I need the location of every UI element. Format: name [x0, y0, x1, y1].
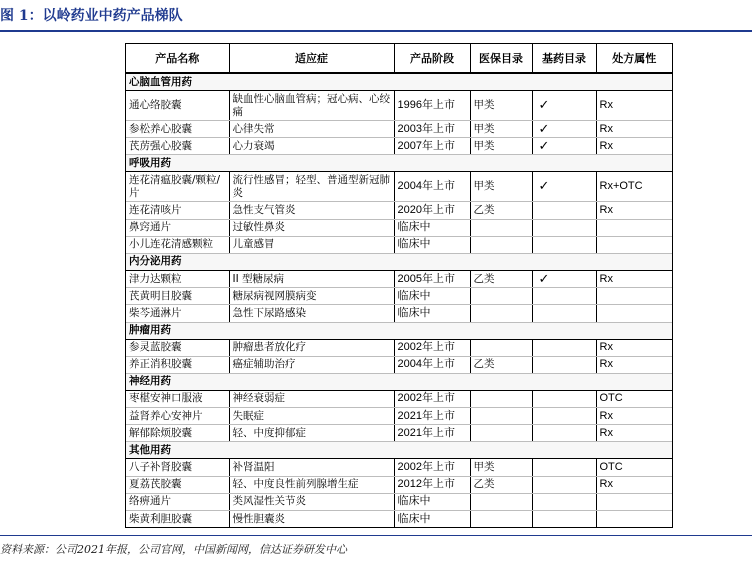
product-name-cell: 柴黄利胆胶囊 [126, 511, 229, 528]
header-cell: 处方属性 [596, 44, 672, 73]
source-note: 资料来源：公司2021年报，公司官网，中国新闻网，信达证券研发中心 [0, 543, 347, 556]
rx-cell: Rx [596, 270, 672, 287]
rx-cell [596, 305, 672, 322]
essential-cell: ✓ [532, 270, 596, 287]
stage-cell: 2012年上市 [394, 476, 470, 493]
indication-cell: II 型糖尿病 [229, 270, 394, 287]
essential-cell [532, 219, 596, 236]
insurance-cell [470, 288, 532, 305]
essential-cell: ✓ [532, 172, 596, 202]
table-row [126, 288, 672, 305]
table-row [126, 270, 672, 287]
indication-cell: 心力衰竭 [229, 138, 394, 155]
insurance-cell [470, 425, 532, 442]
category-row [126, 253, 672, 270]
insurance-cell [470, 339, 532, 356]
insurance-cell: 乙类 [470, 270, 532, 287]
indication-cell: 儿童感冒 [229, 236, 394, 253]
insurance-cell [470, 305, 532, 322]
stage-cell: 2004年上市 [394, 356, 470, 373]
indication-cell: 流行性感冒；轻型、普通型新冠肺炎 [229, 172, 394, 202]
table-body [126, 73, 672, 528]
essential-cell [532, 408, 596, 425]
category-label: 内分泌用药 [126, 253, 672, 270]
rx-cell [596, 219, 672, 236]
stage-cell: 临床中 [394, 288, 470, 305]
rx-cell: Rx [596, 339, 672, 356]
stage-cell: 2021年上市 [394, 408, 470, 425]
footer-rule [0, 535, 752, 536]
category-label: 其他用药 [126, 442, 672, 459]
stage-cell: 临床中 [394, 493, 470, 510]
indication-cell: 缺血性心脑血管病；冠心病、心绞痛 [229, 91, 394, 121]
product-name-cell: 解郁除烦胶囊 [126, 425, 229, 442]
header-cell: 产品阶段 [394, 44, 470, 73]
stage-cell: 2002年上市 [394, 459, 470, 476]
product-name-cell: 连花清瘟胶囊/颗粒/片 [126, 172, 229, 202]
stage-cell: 2020年上市 [394, 202, 470, 219]
category-row [126, 442, 672, 459]
stage-cell: 临床中 [394, 219, 470, 236]
essential-cell [532, 476, 596, 493]
stage-cell: 2003年上市 [394, 121, 470, 138]
stage-cell: 临床中 [394, 511, 470, 528]
table-row [126, 459, 672, 476]
table-row [126, 390, 672, 407]
insurance-cell: 甲类 [470, 121, 532, 138]
table-header-row [126, 44, 672, 73]
table-row [126, 476, 672, 493]
product-name-cell: 益肾养心安神片 [126, 408, 229, 425]
table-row [126, 425, 672, 442]
essential-cell: ✓ [532, 138, 596, 155]
product-name-cell: 通心络胶囊 [126, 91, 229, 121]
product-name-cell: 连花清咳片 [126, 202, 229, 219]
title-rule [0, 30, 752, 32]
essential-cell: ✓ [532, 91, 596, 121]
category-row [126, 322, 672, 339]
stage-cell: 临床中 [394, 236, 470, 253]
table-row [126, 172, 672, 202]
category-row [126, 73, 672, 91]
table-row [126, 511, 672, 528]
product-table [126, 44, 672, 528]
rx-cell: Rx [596, 356, 672, 373]
product-name-cell: 八子补肾胶囊 [126, 459, 229, 476]
rx-cell: Rx [596, 138, 672, 155]
stage-cell: 2005年上市 [394, 270, 470, 287]
essential-cell: ✓ [532, 121, 596, 138]
table-row [126, 121, 672, 138]
figure-title: 图 1：以岭药业中药产品梯队 [0, 8, 183, 24]
essential-cell [532, 356, 596, 373]
header-cell: 适应症 [229, 44, 394, 73]
product-name-cell: 养正消积胶囊 [126, 356, 229, 373]
rx-cell: Rx [596, 91, 672, 121]
category-label: 神经用药 [126, 373, 672, 390]
rx-cell: Rx [596, 425, 672, 442]
rx-cell [596, 493, 672, 510]
table-row [126, 408, 672, 425]
stage-cell: 2004年上市 [394, 172, 470, 202]
category-label: 呼吸用药 [126, 155, 672, 172]
rx-cell: Rx [596, 121, 672, 138]
indication-cell: 急性支气管炎 [229, 202, 394, 219]
insurance-cell: 乙类 [470, 476, 532, 493]
table-row [126, 91, 672, 121]
table-row [126, 236, 672, 253]
product-table-frame [125, 43, 673, 528]
category-label: 心脑血管用药 [126, 73, 672, 91]
insurance-cell: 甲类 [470, 138, 532, 155]
product-name-cell: 参松养心胶囊 [126, 121, 229, 138]
indication-cell: 心律失常 [229, 121, 394, 138]
indication-cell: 肿瘤患者放化疗 [229, 339, 394, 356]
product-name-cell: 络痹通片 [126, 493, 229, 510]
rx-cell: Rx+OTC [596, 172, 672, 202]
stage-cell: 2007年上市 [394, 138, 470, 155]
essential-cell [532, 202, 596, 219]
category-row [126, 155, 672, 172]
table-row [126, 339, 672, 356]
essential-cell [532, 288, 596, 305]
rx-cell: OTC [596, 459, 672, 476]
insurance-cell [470, 408, 532, 425]
essential-cell [532, 459, 596, 476]
product-name-cell: 柴芩通淋片 [126, 305, 229, 322]
product-name-cell: 参灵蓝胶囊 [126, 339, 229, 356]
stage-cell: 1996年上市 [394, 91, 470, 121]
table-row [126, 138, 672, 155]
indication-cell: 神经衰弱症 [229, 390, 394, 407]
indication-cell: 急性下尿路感染 [229, 305, 394, 322]
insurance-cell: 乙类 [470, 202, 532, 219]
indication-cell: 补肾温阳 [229, 459, 394, 476]
indication-cell: 慢性胆囊炎 [229, 511, 394, 528]
insurance-cell [470, 390, 532, 407]
table-row [126, 202, 672, 219]
essential-cell [532, 511, 596, 528]
indication-cell: 失眠症 [229, 408, 394, 425]
category-row [126, 373, 672, 390]
insurance-cell [470, 493, 532, 510]
insurance-cell [470, 236, 532, 253]
product-name-cell: 小儿连花清感颗粒 [126, 236, 229, 253]
indication-cell: 轻、中度抑郁症 [229, 425, 394, 442]
stage-cell: 2002年上市 [394, 390, 470, 407]
rx-cell: Rx [596, 408, 672, 425]
stage-cell: 2002年上市 [394, 339, 470, 356]
product-name-cell: 枣椹安神口服液 [126, 390, 229, 407]
indication-cell: 类风湿性关节炎 [229, 493, 394, 510]
essential-cell [532, 305, 596, 322]
insurance-cell: 甲类 [470, 91, 532, 121]
insurance-cell [470, 511, 532, 528]
product-name-cell: 津力达颗粒 [126, 270, 229, 287]
table-row [126, 493, 672, 510]
product-name-cell: 芪黄明目胶囊 [126, 288, 229, 305]
rx-cell: OTC [596, 390, 672, 407]
rx-cell: Rx [596, 476, 672, 493]
rx-cell: Rx [596, 202, 672, 219]
header-cell: 基药目录 [532, 44, 596, 73]
indication-cell: 癌症辅助治疗 [229, 356, 394, 373]
insurance-cell: 甲类 [470, 172, 532, 202]
stage-cell: 临床中 [394, 305, 470, 322]
stage-cell: 2021年上市 [394, 425, 470, 442]
product-name-cell: 鼻窍通片 [126, 219, 229, 236]
rx-cell [596, 236, 672, 253]
rx-cell [596, 511, 672, 528]
essential-cell [532, 493, 596, 510]
indication-cell: 糖尿病视网膜病变 [229, 288, 394, 305]
insurance-cell [470, 219, 532, 236]
essential-cell [532, 236, 596, 253]
table-row [126, 356, 672, 373]
insurance-cell: 甲类 [470, 459, 532, 476]
product-name-cell: 夏荔芪胶囊 [126, 476, 229, 493]
rx-cell [596, 288, 672, 305]
essential-cell [532, 339, 596, 356]
category-label: 肿瘤用药 [126, 322, 672, 339]
table-row [126, 219, 672, 236]
insurance-cell: 乙类 [470, 356, 532, 373]
table-row [126, 305, 672, 322]
essential-cell [532, 425, 596, 442]
header-cell: 医保目录 [470, 44, 532, 73]
essential-cell [532, 390, 596, 407]
product-name-cell: 芪苈强心胶囊 [126, 138, 229, 155]
indication-cell: 过敏性鼻炎 [229, 219, 394, 236]
header-cell: 产品名称 [126, 44, 229, 73]
indication-cell: 轻、中度良性前列腺增生症 [229, 476, 394, 493]
